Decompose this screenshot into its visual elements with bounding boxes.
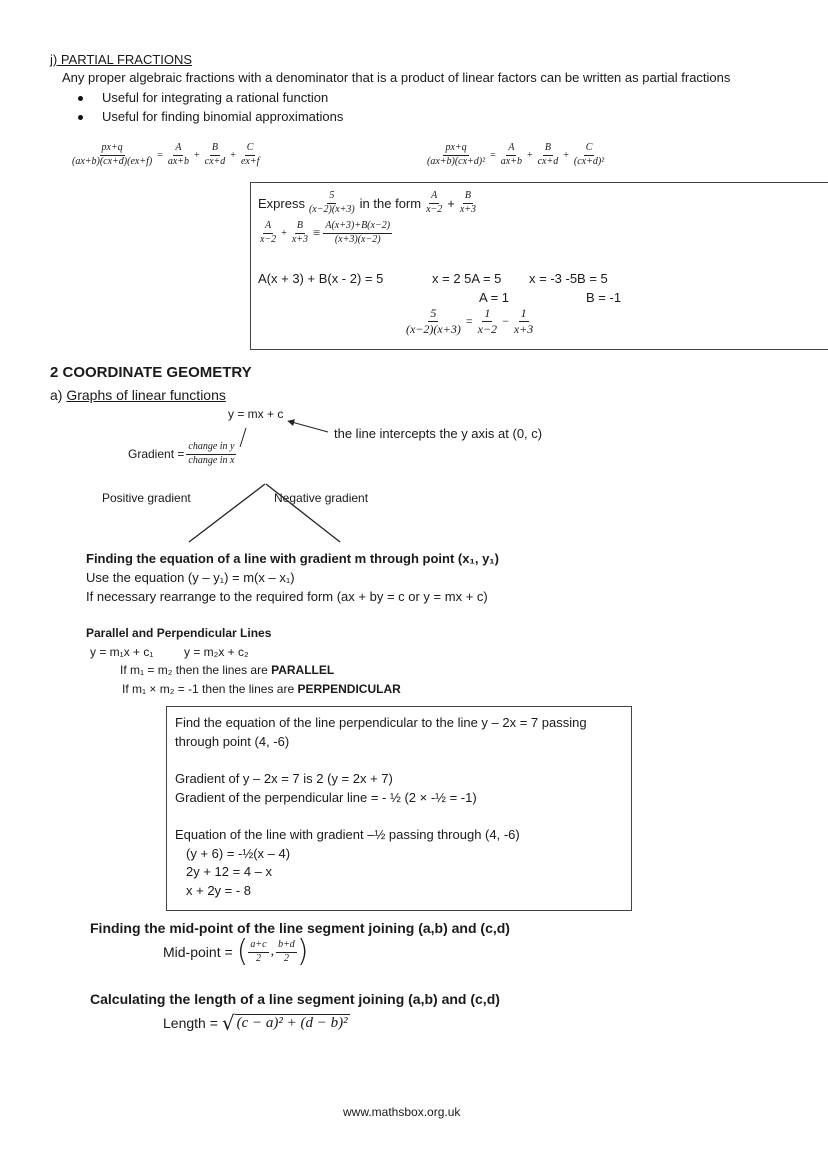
example-perpendicular-gradient: Gradient of the perpendicular line = - ½ (2 × -½ = -1) <box>175 790 477 805</box>
line-equation-heading: Finding the equation of a line with gradient m through point (x₁, y₁) <box>86 551 500 566</box>
midpoint-heading: Finding the mid-point of the line segment joining (a,b) and (c,d) <box>90 920 510 936</box>
parallel-perpendicular-heading: Parallel and Perpendicular Lines <box>86 626 272 640</box>
partial-fractions-intro: Any proper algebraic fractions with a denominator that is a product of linear factors can be written as partial fractions <box>62 70 731 85</box>
bullet-item: Useful for finding binomial approximations <box>78 109 343 124</box>
example-gradient-line: Gradient of y – 2x = 7 is 2 (y = 2x + 7) <box>175 771 393 786</box>
perpendicular-example-box <box>166 706 632 911</box>
example-question-line-2: through point (4, -6) <box>175 734 290 749</box>
perpendicular-rule: If m₁ × m₂ = -1 then the lines are PERPENDICULAR <box>122 682 401 696</box>
length-formula: Length = √ (c − a)² + (d − b)² <box>163 1011 348 1035</box>
line-1-equation: y = m₁x + c₁ <box>90 645 154 659</box>
coordinate-geometry-heading: 2 COORDINATE GEOMETRY <box>50 364 252 381</box>
negative-gradient-line <box>266 484 340 542</box>
midpoint-formula: Mid-point = ( $\frac{a+c}{2}$ , $\frac{b+d}{2}$ ) <box>163 934 309 969</box>
example-question: Express $\frac{5}{(x-2)(x+3)}$ in the form $\frac{A}{x-2}$ + $\frac{B}{x+3}$ <box>258 190 477 215</box>
example-step-2: 2y + 12 = 4 – x <box>186 864 273 879</box>
example-equation-intro: Equation of the line with gradient –½ passing through (4, -6) <box>175 827 520 842</box>
negative-gradient-label: Negative gradient <box>274 491 369 505</box>
example-question-line-1: Find the equation of the line perpendicular to the line y – 2x = 7 passing <box>175 715 587 730</box>
square-root-icon: √ <box>221 1011 235 1035</box>
example-equation: A(x + 3) + B(x - 2) = 5 <box>258 271 384 286</box>
positive-gradient-line <box>189 484 265 542</box>
gradient-definition: Gradient = $\frac{\text{change in y}}{\text{change in x}}$ <box>128 441 235 466</box>
gradient-pointer <box>240 428 246 447</box>
partial-form-repeated: $\frac{px+q}{\text{(ax+b)(cx+d)²}}$ = $\frac{A}{ax+b}$ + $\frac{B}{cx+d}$ + $\frac{C}{\text{(cx+d)²}}$ <box>427 142 605 167</box>
length-heading: Calculating the length of a line segment joining (a,b) and (c,d) <box>90 991 500 1007</box>
line-equation-rearrange: If necessary rearrange to the required form (ax + by = c or y = mx + c) <box>86 589 488 604</box>
example-a-value: A = 1 <box>479 290 509 305</box>
example-combine-step: $\frac{A}{x-2}$ + $\frac{B}{x+3}$ ≡ $\frac{A(x+3)+B(x-2)}{(x+3)(x-2)}$ <box>260 220 391 245</box>
example-b-value: B = -1 <box>586 290 622 305</box>
partial-fractions-heading: j) PARTIAL FRACTIONS <box>50 52 193 67</box>
example-case-b: x = -3 -5B = 5 <box>529 271 608 286</box>
line-equation: y = mx + c <box>228 407 284 421</box>
parallel-rule: If m₁ = m₂ then the lines are PARALLEL <box>120 663 335 677</box>
example-step-3: x + 2y = - 8 <box>186 883 252 898</box>
line-2-equation: y = m₂x + c₂ <box>184 645 249 659</box>
bullet-item: Useful for integrating a rational function <box>78 90 328 105</box>
intercept-note: the line intercepts the y axis at (0, c) <box>334 426 543 441</box>
example-step-1: (y + 6) = -½(x – 4) <box>186 846 291 861</box>
footer-url: www.mathsbox.org.uk <box>343 1105 461 1119</box>
positive-gradient-label: Positive gradient <box>102 491 191 505</box>
example-case-a: x = 2 5A = 5 <box>432 271 502 286</box>
example-result: $\frac{5}{(x-2)(x+3)}$ = $\frac{1}{x-2}$ − $\frac{1}{x+3}$ <box>406 306 534 336</box>
linear-graphs-subheading: a) Graphs of linear functions <box>50 387 226 403</box>
line-equation-formula: Use the equation (y – y₁) = m(x – x₁) <box>86 570 295 585</box>
partial-form-linear: $\frac{px+q}{(ax+b)(cx+d)(ex+f)}$ = $\frac{A}{ax+b}$ + $\frac{B}{cx+d}$ + $\frac{C}{ex+f}$ <box>72 142 260 167</box>
intercept-arrow <box>288 421 328 432</box>
